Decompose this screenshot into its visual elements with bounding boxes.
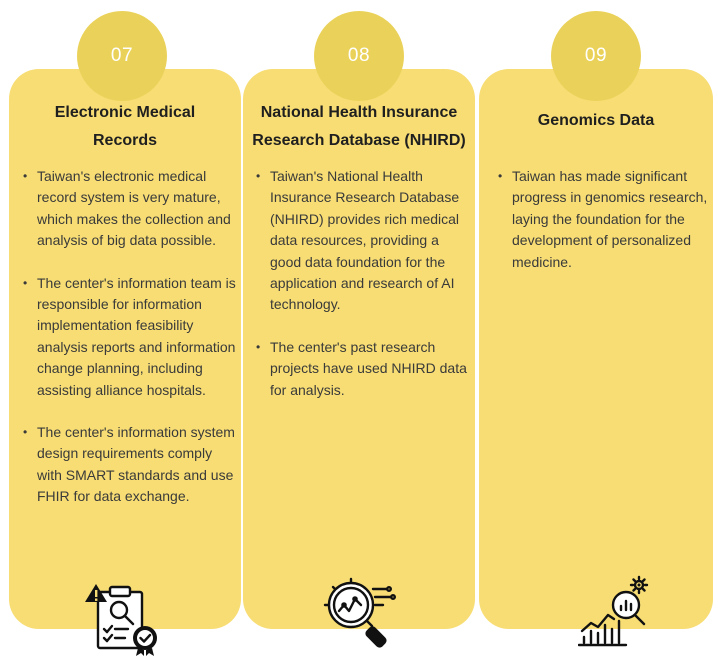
bullet-item: • The center's past research projects have used NHIRD data for analysis. (255, 337, 471, 401)
bullet-item: • The center's information system design requirements comply with SMART standards and use FHIR for data exchange. (22, 422, 236, 508)
card-title: Electronic Medical Records (54, 104, 196, 149)
step-number-badge: 07 (77, 11, 167, 101)
card-title: National Health Insurance Research Database (NHIRD) (252, 104, 466, 149)
card-nhird (243, 69, 475, 629)
data-analysis-magnifier-icon (319, 577, 399, 649)
bullet-item: • Taiwan's electronic medical record system is very mature, which makes the collection and analysis of big data possible. (22, 166, 236, 252)
card-electronic-medical-records (9, 69, 241, 629)
bullet-item: • The center's information team is responsible for information implementation feasibility analysis reports and information change planning, including assisting alliance hospitals. (22, 273, 236, 401)
bullet-list (22, 166, 236, 529)
step-number-badge: 08 (314, 11, 404, 101)
card-genomics-data (479, 69, 713, 629)
bullet-list (497, 166, 709, 294)
step-number-badge: 09 (551, 11, 641, 101)
card-title: Genomics Data (537, 112, 655, 129)
bullet-list (255, 166, 471, 422)
medical-record-checklist-icon (83, 580, 163, 656)
bullet-item: • Taiwan has made significant progress in genomics research, laying the foundation for the development of personalized medicine. (497, 166, 709, 273)
bullet-item: • Taiwan's National Health Insurance Research Database (NHIRD) provides rich medical data resources, providing a good data foundation for the application and research of AI technology. (255, 166, 471, 316)
growth-chart-gear-icon (578, 575, 658, 649)
